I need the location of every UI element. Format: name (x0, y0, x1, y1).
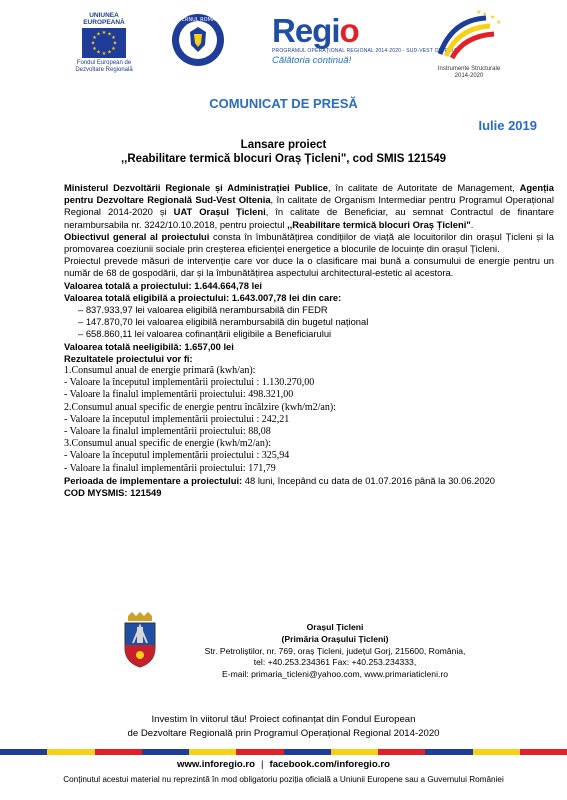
svg-text:★: ★ (490, 14, 496, 21)
intro-paragraph: Ministerul Dezvoltării Regionale și Administrației Publice, în calitate de Autoritate de Management, Agenția pentru Dezvoltare Regională Sud-Vest Oltenia, în calitate de Organism Intermediar pentru Programul Operațional Regional 2014-2020 și UAT Orașul Țicleni, în calitate de Beneficiar, au semnat Contractul de finantare nerambursabila nr. 3242/10.10.2018, pentru proiectul ,,Reabilitare termică blocuri Oraș Țicleni". (64, 182, 555, 230)
government-seal-icon (170, 12, 226, 68)
svg-text:★: ★ (101, 30, 107, 36)
regio-logo (272, 12, 457, 66)
svg-text:★: ★ (96, 31, 101, 38)
inforegio-link[interactable]: www.inforegio.ro (177, 759, 255, 770)
list-item: – 147.870,70 lei valoarea eligibilă nerambursabilă din bugetul național (78, 316, 369, 328)
list-item: – 837.933,97 lei valoarea eligibilă nerambursabilă din FEDR (78, 304, 328, 316)
phone-fax: tel: +40.253.234361 Fax: +40.253.234333, (253, 657, 417, 668)
result-line: 3.Consumul anual specific de energie (kwh/m2/an): (64, 438, 271, 450)
result-line: 1.Consumul anual de energie primară (kwh/an): (64, 365, 256, 377)
link-separator: | (261, 759, 264, 770)
svg-text:★: ★ (92, 46, 97, 52)
cofinancing-note: Investim în viitorul tău! Proiect cofinanțat din Fondul European de Dezvoltare Regională prin Programul Operațional Regional 2014-2020 (127, 714, 440, 739)
contact-block (170, 622, 500, 681)
svg-text:★: ★ (92, 35, 97, 41)
results-title: Rezultatele proiectului vor fi: (64, 352, 193, 364)
svg-text:★: ★ (112, 40, 118, 47)
project-title: ,,Reabilitare termică blocuri Oraș Țicleni", cod SMIS 121549 (120, 153, 447, 165)
address: Str. Petroliștilor, nr. 769, oraș Țicleni, județul Gorj, 215600, România, (204, 645, 466, 656)
structural-instruments-icon (430, 10, 508, 60)
eu-fund-text: Fondul European de Dezvoltare Regională (75, 60, 133, 73)
footer-links (0, 759, 567, 770)
launch-heading: Lansare proiect (240, 139, 327, 151)
mysmis-code: COD MYSMIS: 121549 (64, 487, 162, 499)
regio-tagline: PROGRAMUL OPERAȚIONAL REGIONAL 2014-2020 · SUD-VEST OLTENIA (272, 48, 457, 54)
result-line: - Valoare la începutul implementării proiectului : 1.130.270,00 (64, 377, 315, 389)
regio-slogan: Călătoria continuă! (272, 55, 352, 66)
result-line: - Valoare la finalul implementării proiectului: 498.321,00 (64, 389, 294, 401)
color-stripe (0, 749, 567, 755)
objective-paragraph: Obiectivul general al proiectului consta în îmbunătățirea condițiilor de viață ale locuitorilor din orașul Țicleni și la promovarea coeziunii sociale prin creșterea eficienței energetice a blocurile de locuințe din orașul Țicleni. (64, 230, 554, 255)
eu-logo (72, 12, 136, 74)
measures-paragraph: Proiectul prevede măsuri de intervenție care vor duce la o clasificare mai bună a consumului de energie pentru un număr de 68 de gospodării, dar și la îmbunătățirea aspectului architectural-estetic al acestora. (64, 255, 554, 279)
result-line: 2.Consumul anual specific de energie pentru încălzire (kwh/m2/an): (64, 401, 336, 413)
implementation-period: Perioada de implementare a proiectului: 48 luni, începând cu data de 01.07.2016 până la 30.06.2020 (64, 474, 496, 486)
svg-text:★: ★ (96, 49, 101, 56)
svg-text:★: ★ (90, 40, 96, 47)
result-line: - Valoare la finalul implementării proiectului: 88,08 (64, 426, 271, 438)
svg-text:★: ★ (496, 19, 502, 26)
facebook-link[interactable]: facebook.com/inforegio.ro (269, 759, 390, 770)
svg-text:★: ★ (482, 11, 488, 18)
structural-instruments-text: Instrumente Structurale 2014-2020 (437, 66, 501, 79)
town-name: Orașul Țicleni (306, 622, 364, 632)
press-title: COMUNICAT DE PRESĂ (209, 96, 358, 111)
release-date: Iulie 2019 (478, 118, 537, 133)
structural-instruments-logo (430, 10, 508, 80)
eligible-value: Valoarea totală eligibilă a proiectului: 1.643.007,78 lei din care: (64, 291, 342, 303)
svg-text:★: ★ (111, 46, 116, 52)
svg-text:GUVERNUL ROMÂNIEI: GUVERNUL ROMÂNIEI (170, 17, 226, 23)
list-item: – 658.860,11 lei valoarea cofinanțării eligibile a Beneficiarului (78, 328, 332, 340)
email-web[interactable]: E-mail: primaria_ticleni@yahoo.com, www.primariaticleni.ro (221, 669, 449, 680)
disclaimer: Conținutul acestui material nu reprezintă în mod obligatoriu poziția oficială a Uniunii Europene sau a Guvernului României (63, 775, 504, 784)
svg-text:★: ★ (101, 51, 107, 56)
svg-text:★: ★ (476, 10, 482, 16)
press-body (64, 182, 554, 499)
ineligible-value: Valoarea totală neeligibilă: 1.657,00 lei (64, 340, 234, 352)
svg-text:★: ★ (107, 49, 112, 56)
result-line: - Valoare la finalul implementării proiectului: 171,79 (64, 462, 276, 474)
eu-title: UNIUNEA EUROPEANĂ (83, 12, 125, 26)
town-hall-name: (Primăria Orașului Țicleni) (281, 633, 389, 644)
result-line: - Valoare la începutul implementării proiectului : 242,21 (64, 413, 290, 425)
svg-text:★: ★ (111, 35, 116, 41)
result-line: - Valoare la începutul implementării proiectului : 325,94 (64, 450, 290, 462)
town-crest-icon (122, 612, 158, 668)
regio-wordmark: Regio (272, 12, 359, 49)
svg-text:★: ★ (107, 31, 112, 38)
eu-flag-icon (82, 28, 126, 58)
total-value: Valoarea totală a proiectului: 1.644.664,78 lei (64, 279, 263, 291)
